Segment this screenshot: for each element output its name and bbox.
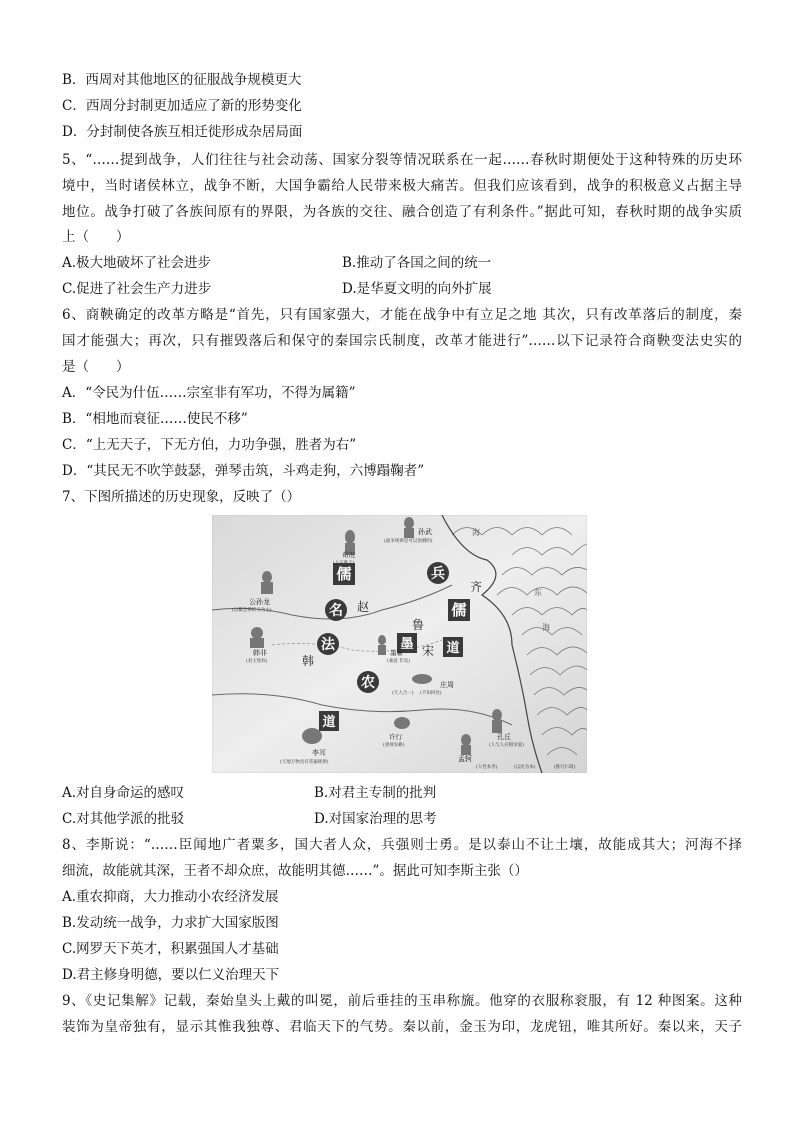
person-sunwu: 孙武 <box>418 528 432 536</box>
q7-stem: 7、下图所描述的历史现象，反映了（） <box>62 489 301 505</box>
person-kongqiu: 孔丘 <box>497 733 511 741</box>
q7-option-d: D.对国家治理的思考 <box>314 811 437 827</box>
seal-ming <box>325 599 347 621</box>
q9-stem-line-2: 装饰为皇帝独有，显示其惟我独尊、君临天下的气势。秦以前，金玉为印，龙虎钮，唯其所好。秦以来，天子 <box>62 1019 742 1035</box>
q6-option-b: B．“相地而衰征……使民不移” <box>62 411 248 427</box>
seal-dao-2-text: 道 <box>322 715 336 730</box>
seal-nong-text: 农 <box>361 675 375 691</box>
q4-option-c: C．西周分封制更加适应了新的形势变化 <box>62 98 302 114</box>
sea-label-2: 东 <box>534 588 542 597</box>
state-han: 韩 <box>302 654 315 668</box>
q6-stem-line-2: 国才能强大；再次，只有摧毁落后和保守的秦国宗氏制度，改革才能进行”……以下记录符合商鞅变法史实的 <box>62 333 742 349</box>
map-figure <box>212 515 587 773</box>
q6-option-c: C．“上无天子，下无方伯，力功争强，胜者为右” <box>62 437 357 453</box>
seal-nong <box>357 671 379 693</box>
note-mengke-3: (推行仁政) <box>554 765 576 770</box>
person-modi: 墨翟 <box>390 649 403 657</box>
note-zhuangzhou-1: (天人合一) <box>392 691 414 696</box>
note-sunwu: (战争规律是可以预测的) <box>384 539 433 544</box>
note-gongsunlong: (以概念辨析义为主) <box>232 608 272 613</box>
sea-label-1: 海 <box>472 528 480 537</box>
note-hanfei: (君主集权) <box>246 659 268 664</box>
q8-stem-line-1: 8、李斯说：“……臣闻地广者粟多，国大者人众，兵强则士勇。是以泰山不让土壤，故能成其大；河海不择 <box>62 837 742 853</box>
q8-option-c: C.网罗天下英才，积累强国人才基础 <box>62 941 279 957</box>
q6-option-a: A．“令民为什伍……宗室非有军功，不得为属籍” <box>62 385 356 401</box>
hundred-schools-map <box>212 515 587 773</box>
state-lu: 鲁 <box>412 618 425 632</box>
seal-dao-2 <box>319 711 339 731</box>
seal-ru-2 <box>448 599 470 621</box>
state-song: 宋 <box>422 644 435 658</box>
q8-option-d: D.君主修身明德，要以仁义治理天下 <box>62 967 280 983</box>
state-qi: 齐 <box>470 580 483 594</box>
person-gongsunlong: 公孙龙 <box>249 598 270 606</box>
q8-option-b: B.发动统一战争，力求扩大国家版图 <box>62 915 279 931</box>
q5-option-b: B.推动了各国之间的统一 <box>342 255 492 271</box>
person-zhuangzhou: 庄周 <box>440 681 454 689</box>
seal-dao-1-text: 道 <box>446 641 460 656</box>
seal-ru-1 <box>333 563 355 585</box>
seal-fa-text: 法 <box>321 637 335 653</box>
q6-option-d: D．“其民无不吹竽鼓瑟，弹琴击筑，斗鸡走狗，六博蹋鞠者” <box>62 463 425 479</box>
q7-option-c: C.对其他学派的批驳 <box>62 811 185 827</box>
q9-stem-line-1: 9、《史记集解》记载，秦始皇头上戴的叫冕，前后垂挂的玉串称旒。他穿的衣服称衮服，有 12 种图案。这种 <box>62 993 742 1009</box>
note-modi: (兼爱 非攻) <box>387 659 410 664</box>
seal-bing <box>427 562 449 584</box>
seal-bing-text: 兵 <box>431 566 445 582</box>
q5-option-a: A.极大地破坏了社会进步 <box>62 255 212 271</box>
q6-stem-line-3: 是（ ） <box>62 359 130 375</box>
person-xuxing: 许行 <box>389 733 402 741</box>
q5-stem-line-1: 5、“……提到战争，人们往往与社会动荡、国家分裂等情况联系在一起……春秋时期便处于这种特殊的历史环 <box>62 152 742 168</box>
q5-stem-line-2: 境中，当时诸侯林立，战争不断，大国争霸给人民带来极大痛苦。但我们应该看到，战争的积极意义占据主导 <box>62 178 742 194</box>
q4-option-b: B．西周对其他地区的征服战争规模更大 <box>62 72 302 88</box>
q7-option-b: B.对君主专制的批判 <box>314 785 437 801</box>
sea-label-3: 海 <box>542 623 550 632</box>
note-lier: (天地万物具有普遍规律) <box>280 760 329 765</box>
person-hanfei: 韩非 <box>253 649 267 657</box>
q8-stem-line-2: 细流，故能就其深，王者不却众庶，故能明其德……”。据此可知李斯主张（） <box>62 863 528 879</box>
q5-option-c: C.促进了社会生产力进步 <box>62 281 212 297</box>
state-zhao: 赵 <box>357 600 370 614</box>
q8-option-a: A.重农抑商，大力推动小农经济发展 <box>62 889 279 905</box>
person-lier: 李耳 <box>312 749 326 757</box>
q5-stem-line-4: 上（ ） <box>62 229 130 245</box>
seal-ming-text: 名 <box>329 603 343 619</box>
note-mengke: (人性本善) <box>476 765 498 770</box>
q5-option-d: D.是华夏文明的向外扩展 <box>342 281 492 297</box>
note-mengke-2: (以民为本) <box>514 765 536 770</box>
q7-option-a: A.对自身命运的感叹 <box>62 785 185 801</box>
note-zhuangzhou-2: (不知何处) <box>420 691 442 696</box>
note-xuxing: (重视农耕) <box>383 743 405 748</box>
q5-stem-line-3: 地位。战争打破了各族间原有的界限，为各族的交往、融合创造了有利条件。”据此可知，春秋时期的战争实质 <box>62 204 742 220</box>
q6-stem-line-1: 6、商鞅确定的改革方略是“首先，只有国家强大，才能在战争中有立足之地 其次，只有改革落后的制度，秦 <box>62 307 742 323</box>
seal-ru-2-text: 儒 <box>451 601 467 619</box>
note-kongqiu: (人与人应相亲爱) <box>489 743 525 748</box>
person-mengke: 孟轲 <box>458 755 472 763</box>
note-xunkuang: (人定胜天) <box>333 561 355 566</box>
person-xunkuang: 荀况 <box>342 551 355 559</box>
seal-ru-1-text: 儒 <box>336 565 352 583</box>
seal-dao-1 <box>443 637 463 657</box>
q4-option-d: D．分封制使各族互相迁徙形成杂居局面 <box>62 124 303 140</box>
seal-mo-text: 墨 <box>400 637 414 652</box>
seal-fa <box>317 633 339 655</box>
